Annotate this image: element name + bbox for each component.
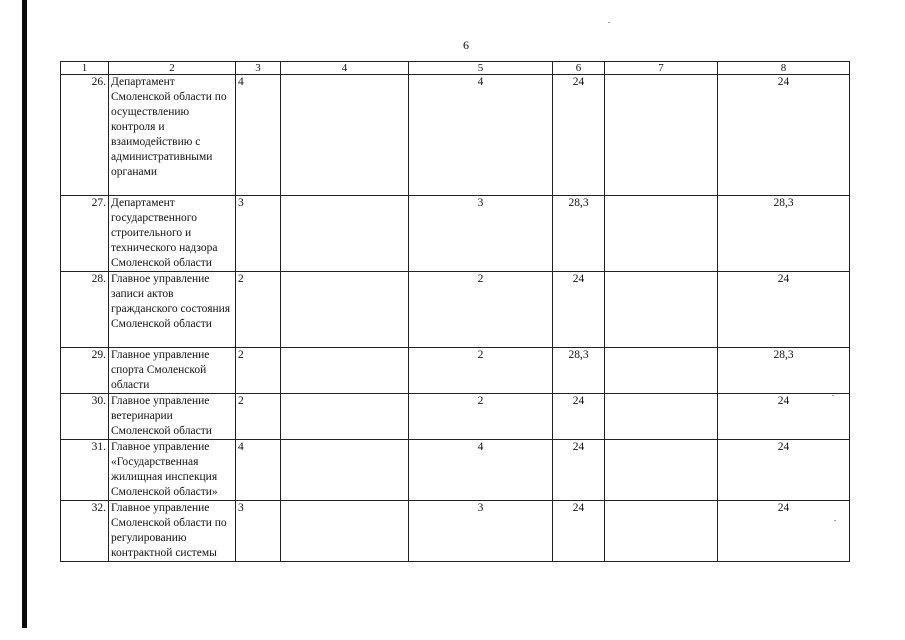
scan-speck	[608, 22, 610, 23]
cell-col5: 3	[409, 501, 553, 562]
cell-col5: 2	[409, 348, 553, 394]
organization-name: Главное управление записи актов гражданского состояния Смоленской области	[109, 272, 236, 348]
table-row	[61, 75, 850, 196]
cell-col7	[605, 394, 718, 440]
cell-col3: 4	[236, 75, 281, 196]
cell-col8: 24	[718, 272, 850, 348]
column-header: 6	[553, 62, 605, 75]
cell-col3: 2	[236, 272, 281, 348]
cell-col4	[281, 272, 409, 348]
cell-col8: 28,3	[718, 196, 850, 272]
column-header: 4	[281, 62, 409, 75]
row-number: 26.	[61, 75, 109, 196]
cell-col4	[281, 75, 409, 196]
column-header: 7	[605, 62, 718, 75]
organization-name: Главное управление ветеринарии Смоленской области	[109, 394, 236, 440]
table-row	[61, 394, 850, 440]
column-header: 3	[236, 62, 281, 75]
organization-name: Департамент государственного строительного и технического надзора Смоленской области	[109, 196, 236, 272]
cell-col8: 24	[718, 394, 850, 440]
cell-col3: 3	[236, 196, 281, 272]
column-header: 8	[718, 62, 850, 75]
cell-col4	[281, 501, 409, 562]
cell-col5: 4	[409, 440, 553, 501]
cell-col5: 3	[409, 196, 553, 272]
cell-col4	[281, 394, 409, 440]
cell-col6: 24	[553, 501, 605, 562]
cell-col8: 24	[718, 501, 850, 562]
cell-col3: 2	[236, 394, 281, 440]
column-header: 2	[109, 62, 236, 75]
cell-col6: 24	[553, 440, 605, 501]
column-header: 1	[61, 62, 109, 75]
row-number: 27.	[61, 196, 109, 272]
cell-col8: 28,3	[718, 348, 850, 394]
header-row	[61, 62, 850, 75]
cell-col7	[605, 440, 718, 501]
page-number: 6	[463, 38, 469, 52]
organization-name: Главное управление «Государственная жилищная инспекция Смоленской области»	[109, 440, 236, 501]
cell-col6: 24	[553, 394, 605, 440]
cell-col6: 24	[553, 75, 605, 196]
organization-name: Департамент Смоленской области по осуществлению контроля и взаимодействию с административными органами	[109, 75, 236, 196]
table-row	[61, 440, 850, 501]
row-number: 29.	[61, 348, 109, 394]
row-number: 28.	[61, 272, 109, 348]
column-header: 5	[409, 62, 553, 75]
data-table	[60, 61, 850, 562]
cell-col4	[281, 440, 409, 501]
table-row	[61, 348, 850, 394]
row-number: 32.	[61, 501, 109, 562]
cell-col7	[605, 75, 718, 196]
table-row	[61, 196, 850, 272]
cell-col5: 2	[409, 394, 553, 440]
cell-col3: 4	[236, 440, 281, 501]
cell-col4	[281, 196, 409, 272]
row-number: 30.	[61, 394, 109, 440]
cell-col6: 24	[553, 272, 605, 348]
cell-col6: 28,3	[553, 196, 605, 272]
scan-edge-bar	[22, 0, 27, 628]
cell-col3: 3	[236, 501, 281, 562]
cell-col5: 2	[409, 272, 553, 348]
cell-col7	[605, 501, 718, 562]
organization-name: Главное управление Смоленской области по регулированию контрактной системы	[109, 501, 236, 562]
cell-col4	[281, 348, 409, 394]
table-row	[61, 501, 850, 562]
cell-col8: 24	[718, 440, 850, 501]
cell-col7	[605, 272, 718, 348]
table-row	[61, 272, 850, 348]
cell-col5: 4	[409, 75, 553, 196]
organization-name: Главное управление спорта Смоленской области	[109, 348, 236, 394]
cell-col7	[605, 196, 718, 272]
row-number: 31.	[61, 440, 109, 501]
cell-col7	[605, 348, 718, 394]
cell-col6: 28,3	[553, 348, 605, 394]
cell-col8: 24	[718, 75, 850, 196]
cell-col3: 2	[236, 348, 281, 394]
